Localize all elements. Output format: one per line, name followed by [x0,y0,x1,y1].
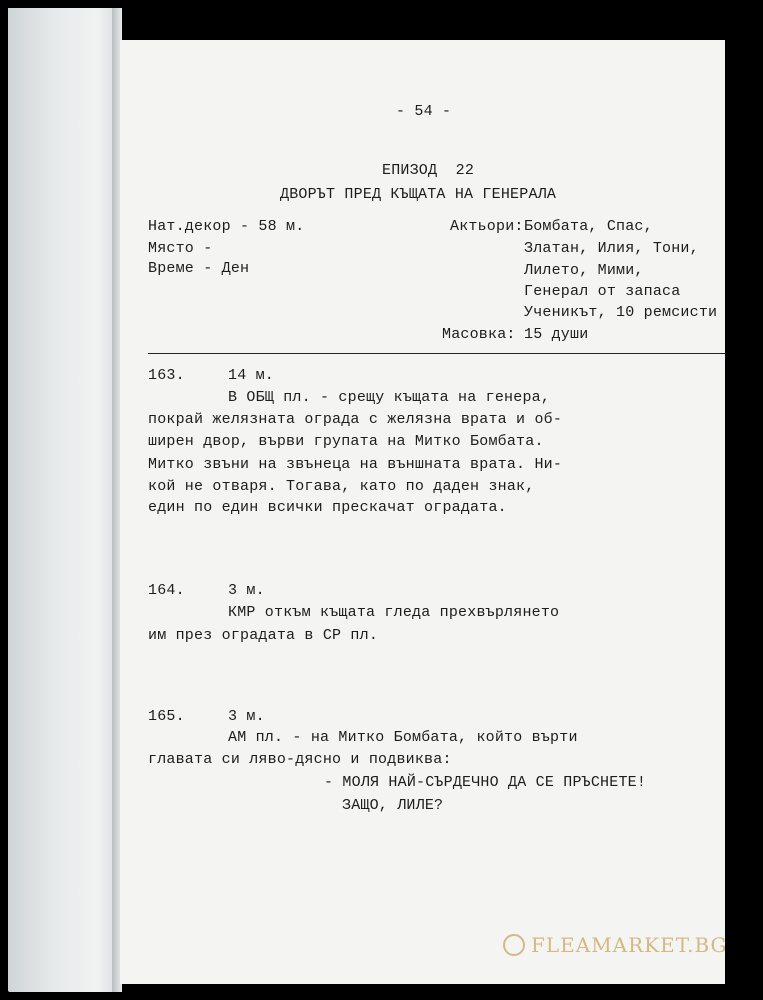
dialogue-line: - МОЛЯ НАЙ-СЪРДЕЧНО ДА СЕ ПРЪСНЕТЕ! [324,774,647,791]
extras-value: 15 души [524,326,589,343]
scene-text-line: им през оградата в СР пл. [148,627,379,644]
scene-text-line: Митко звъни на звънеца на външната врата. Ни- [148,456,563,473]
scene-number: 164. [148,582,185,599]
decor-line: Нат.декор - 58 м. [148,218,305,235]
actors-line: Бомбата, Спас, [524,218,653,235]
scene-text-line: ширен двор, върви групата на Митко Бомбата. [148,433,544,450]
actors-line: Ученикът, 10 ремсисти [524,304,718,321]
scene-text-line: кой не отваря. Тогава, като по даден знак, [148,478,535,495]
actors-line: Генерал от запаса [524,283,681,300]
actors-line: Златан, Илия, Тони, [524,240,699,257]
scene-text-line: АМ пл. - на Митко Бомбата, който върти [228,729,578,746]
episode-subtitle: ДВОРЪТ ПРЕД КЪЩАТА НА ГЕНЕРАЛА [280,186,557,203]
watermark-text: FLEAMARKET.BG [531,933,728,957]
scene-number: 165. [148,708,185,725]
scene-duration: 14 м. [228,367,275,384]
scene-text-line: покрай желязната ограда с желязна врата и об- [148,411,563,428]
header-divider [148,353,725,354]
episode-title: ЕПИЗОД 22 [382,162,475,179]
scene-text-line: един по един всички прескачат оградата. [148,499,507,516]
scene-number: 163. [148,367,185,384]
dialogue-line: ЗАЩО, ЛИЛЕ? [342,797,444,814]
watermark [503,930,728,960]
scene-text-line: КМР откъм къщата гледа прехвърлянето [228,604,560,621]
actors-label: Актьори: [450,218,524,235]
page-number: - 54 - [396,103,452,120]
time-line: Време - Ден [148,260,250,277]
place-line: Място - [148,240,213,257]
extras-label: Масовка: [442,326,516,343]
page-left-edge [8,8,120,992]
actors-line: Лилето, Мими, [524,262,644,279]
scene-text-line: главата си ляво-дясно и подвиква: [148,751,452,768]
scene-duration: 3 м. [228,708,265,725]
coin-logo-icon [503,934,525,956]
scene-duration: 3 м. [228,582,265,599]
scene-text-line: В ОБЩ пл. - срещу къщата на генера, [228,389,551,406]
document-page [120,40,725,984]
